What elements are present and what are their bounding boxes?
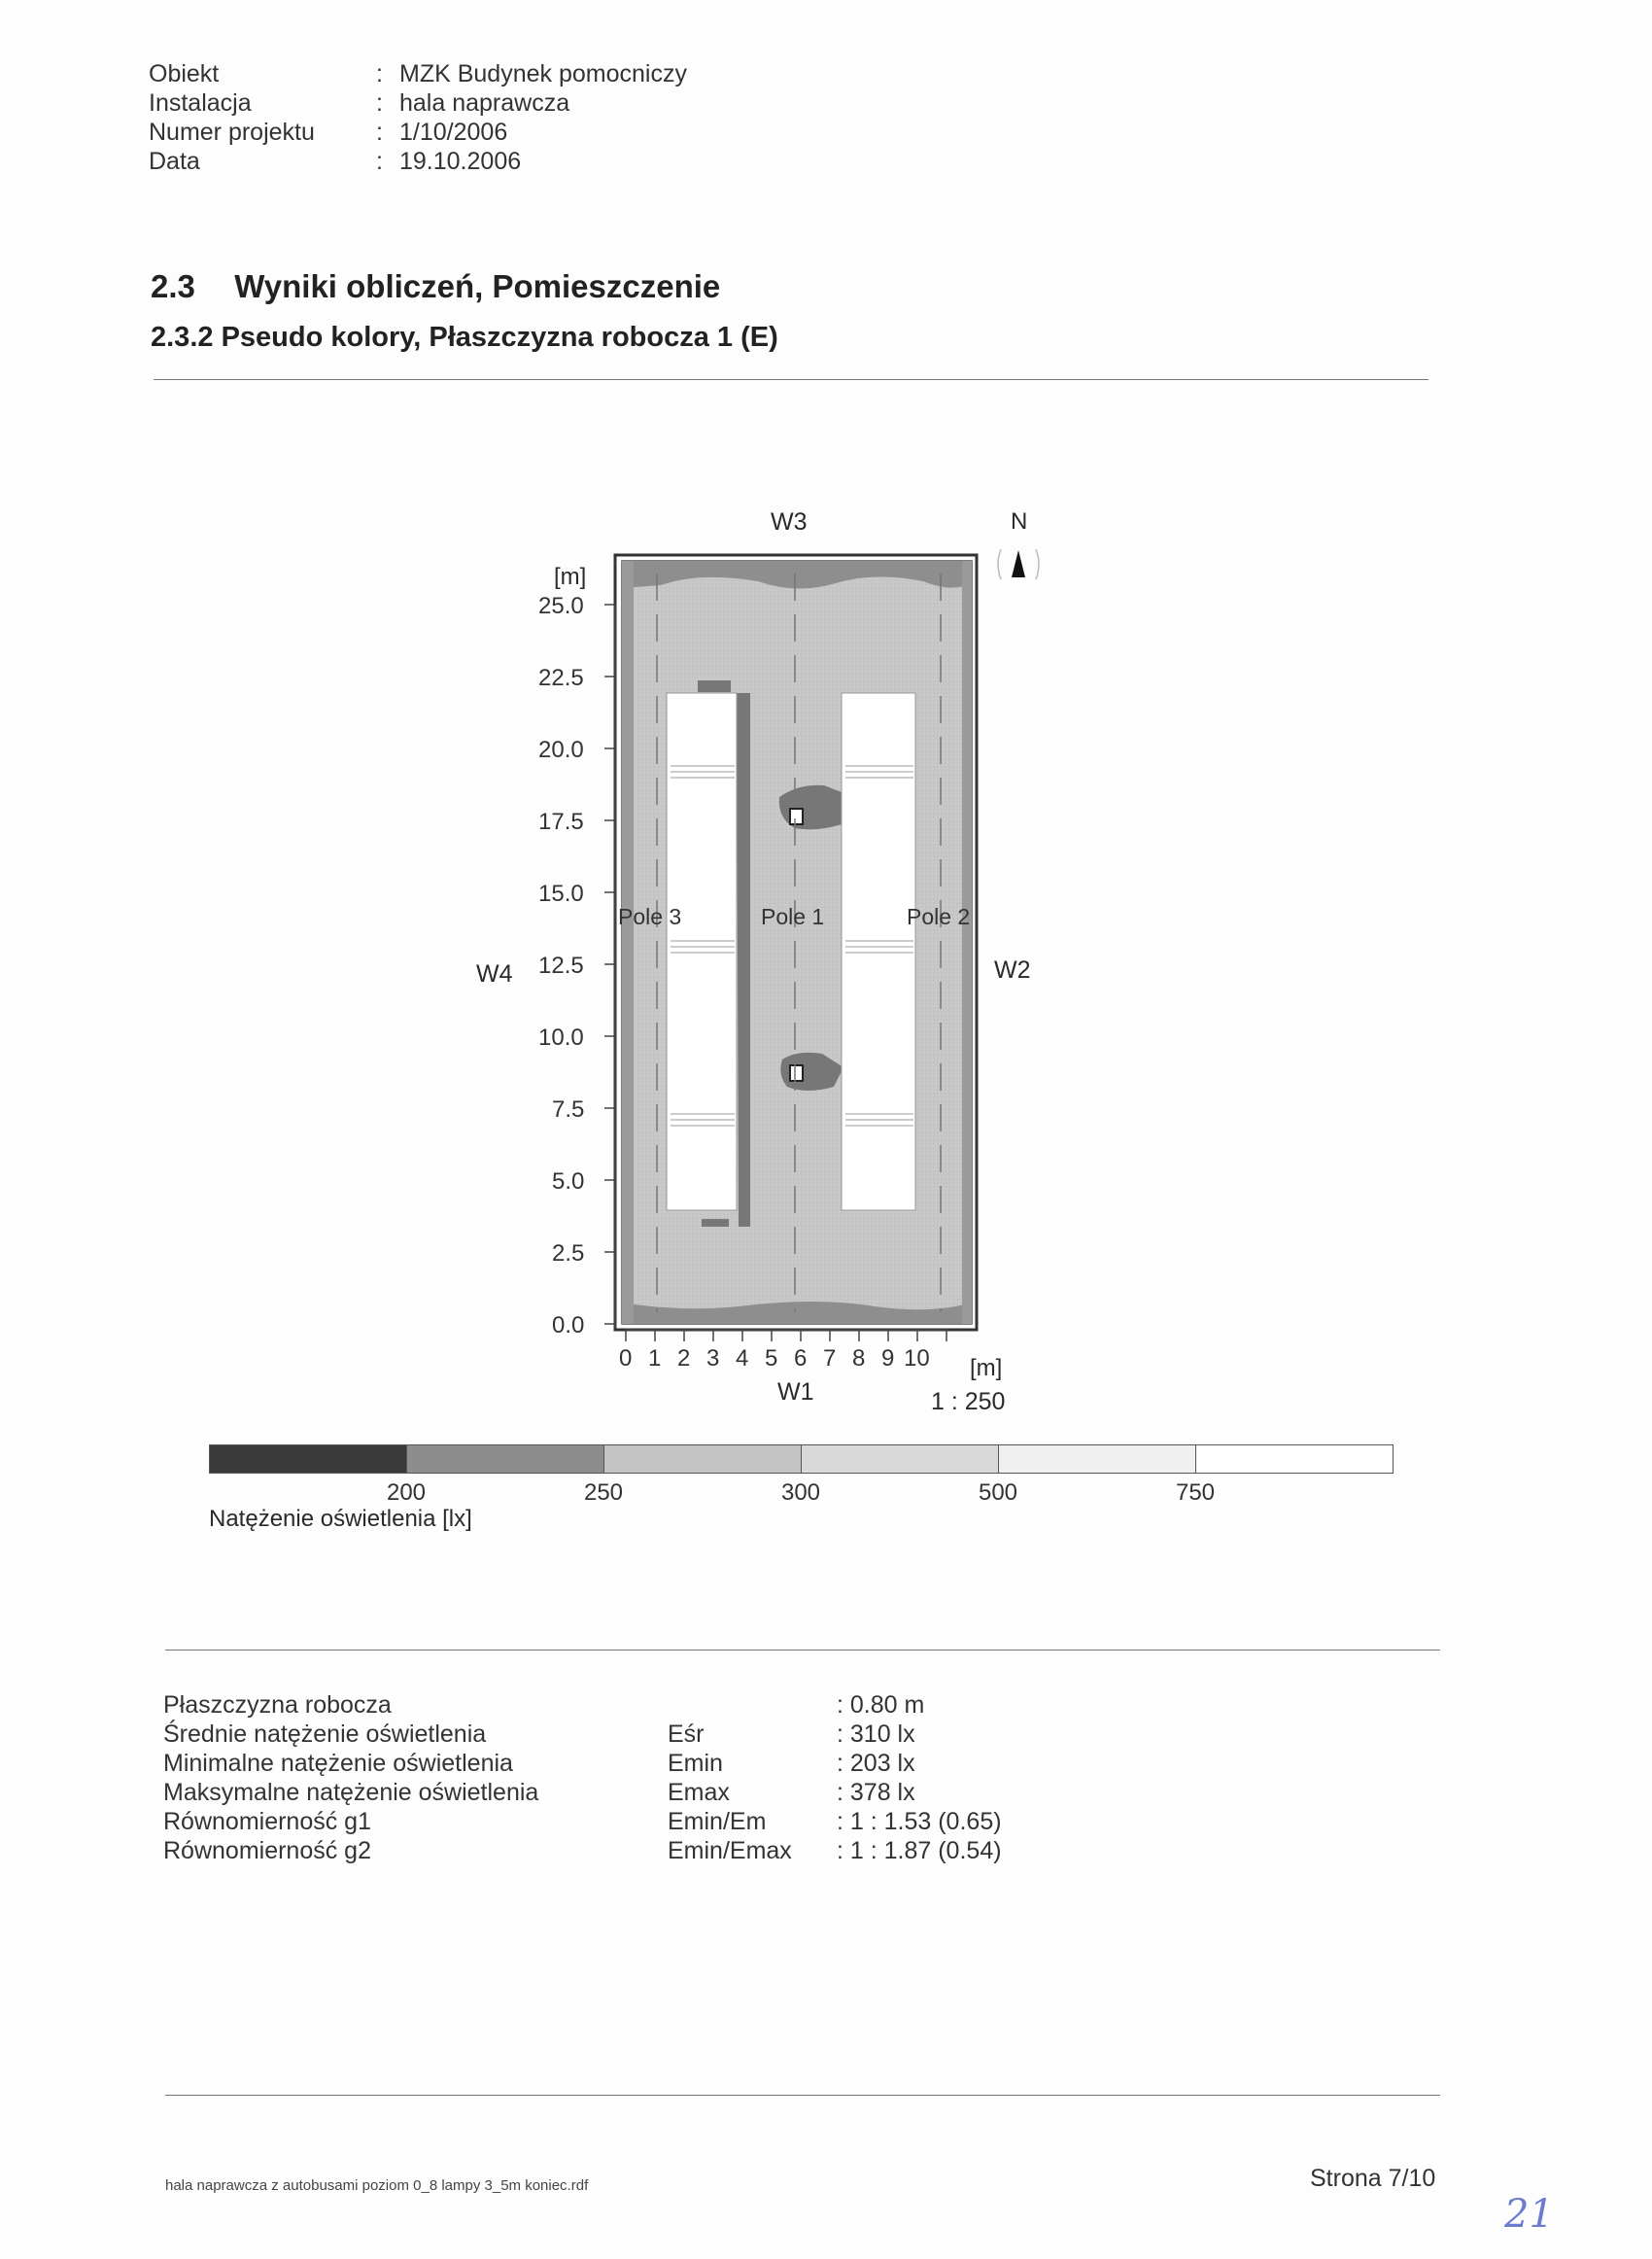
header-label: Data [149,148,200,175]
header-label: Instalacja [149,89,252,117]
page-number: Strona 7/10 [1310,2165,1436,2192]
x-tick-label: 9 [881,1345,895,1372]
x-tick-label: 10 [904,1345,930,1372]
footer-filename: hala naprawcza z autobusami poziom 0_8 lampy 3_5m koniec.rdf [165,2177,589,2194]
legend-tick: 750 [1175,1479,1216,1506]
results-label: Równomierność g2 [163,1837,371,1864]
y-axis-unit: [m] [554,564,587,590]
pole-label: Pole 1 [761,904,825,929]
results-symbol: Emin/Em [668,1808,767,1835]
results-value: : 1 : 1.53 (0.65) [837,1808,1002,1835]
subsection-number: 2.3.2 [151,322,214,353]
dark-strip [737,693,750,1227]
y-axis [604,605,615,1328]
header-value: hala naprawcza [399,89,570,117]
results-label: Maksymalne natężenie oświetlenia [163,1779,539,1806]
legend-tick: 250 [583,1479,624,1506]
y-tick-label: 25.0 [538,593,584,619]
x-tick-label: 0 [619,1345,633,1372]
legend-band [406,1444,604,1474]
results-label: Średnie natężenie oświetlenia [163,1720,487,1748]
y-tick-label: 15.0 [538,881,584,907]
north-label: N [1011,508,1028,535]
x-tick-label: 8 [852,1345,866,1372]
subsection-title: Pseudo kolory, Płaszczyzna robocza 1 (E) [221,322,778,353]
legend-band [209,1444,407,1474]
results-symbol: Emax [668,1779,730,1806]
y-tick-label: 7.5 [552,1096,585,1123]
x-tick-label: 5 [765,1345,778,1372]
column-shadow [779,785,842,830]
legend-band [801,1444,999,1474]
legend-band [998,1444,1196,1474]
legend-label: Natężenie oświetlenia [lx] [209,1506,472,1532]
legend-band [603,1444,802,1474]
wall-label-left: W4 [476,960,513,988]
results-row [163,1720,1038,1750]
x-tick-label: 4 [736,1345,749,1372]
dark-strip [698,680,731,692]
handwritten-page-number: 21 [1504,2192,1554,2237]
legend-tick: 300 [780,1479,821,1506]
wall-label-bottom: W1 [777,1378,814,1406]
divider [165,2095,1440,2096]
y-tick-label: 22.5 [538,665,584,691]
legend-tick: 500 [978,1479,1018,1506]
x-tick-label: 2 [677,1345,691,1372]
results-symbol: Eśr [668,1720,705,1748]
results-value: : 378 lx [837,1779,915,1806]
results-symbol: Emin/Emax [668,1837,792,1864]
section-title: Wyniki obliczeń, Pomieszczenie [234,268,721,304]
header-value: 19.10.2006 [399,148,522,175]
pole-label: Pole 3 [618,904,682,929]
pole-label: Pole 2 [907,904,971,929]
dark-strip [702,1219,729,1227]
north-arrow-icon [1012,550,1025,577]
x-axis [626,1330,947,1341]
x-tick-label: 7 [823,1345,837,1372]
wall-label-right: W2 [994,956,1031,984]
header-label: Numer projektu [149,119,315,146]
results-row [163,1837,1038,1866]
wall-label-top: W3 [771,508,808,536]
x-tick-label: 6 [794,1345,808,1372]
results-value: : 203 lx [837,1750,915,1777]
results-symbol: Emin [668,1750,723,1777]
header-value: 1/10/2006 [399,119,508,146]
x-tick-label: 3 [706,1345,720,1372]
pole-2-area [842,693,915,1210]
y-tick-label: 2.5 [552,1240,585,1267]
y-tick-label: 20.0 [538,737,584,763]
y-tick-label: 10.0 [538,1025,584,1051]
header-value: MZK Budynek pomocniczy [399,60,687,87]
x-axis-unit: [m] [970,1355,1003,1381]
legend-tick: 200 [386,1479,427,1506]
x-tick-label: 1 [648,1345,662,1372]
pole-3-area [667,693,737,1210]
results-row [163,1808,1038,1837]
results-label: Równomierność g1 [163,1808,371,1835]
dark-zone-right [962,561,972,1324]
results-row [163,1750,1038,1779]
results-value: : 0.80 m [837,1691,925,1719]
results-label: Minimalne natężenie oświetlenia [163,1750,513,1777]
results-row [163,1691,1038,1720]
results-row [163,1779,1038,1808]
header-label: Obiekt [149,60,220,87]
results-value: : 310 lx [837,1720,915,1748]
y-tick-label: 12.5 [538,953,584,979]
divider [165,1650,1440,1651]
y-tick-label: 0.0 [552,1312,585,1338]
scale-label: 1 : 250 [931,1388,1006,1415]
legend-band [1195,1444,1394,1474]
y-tick-label: 5.0 [552,1168,585,1195]
column [790,809,803,824]
results-label: Płaszczyzna robocza [163,1691,392,1719]
results-value: : 1 : 1.87 (0.54) [837,1837,1002,1864]
dark-zone-left [622,561,634,1324]
y-tick-label: 17.5 [538,809,584,835]
section-number: 2.3 [151,268,195,304]
column [790,1065,803,1081]
